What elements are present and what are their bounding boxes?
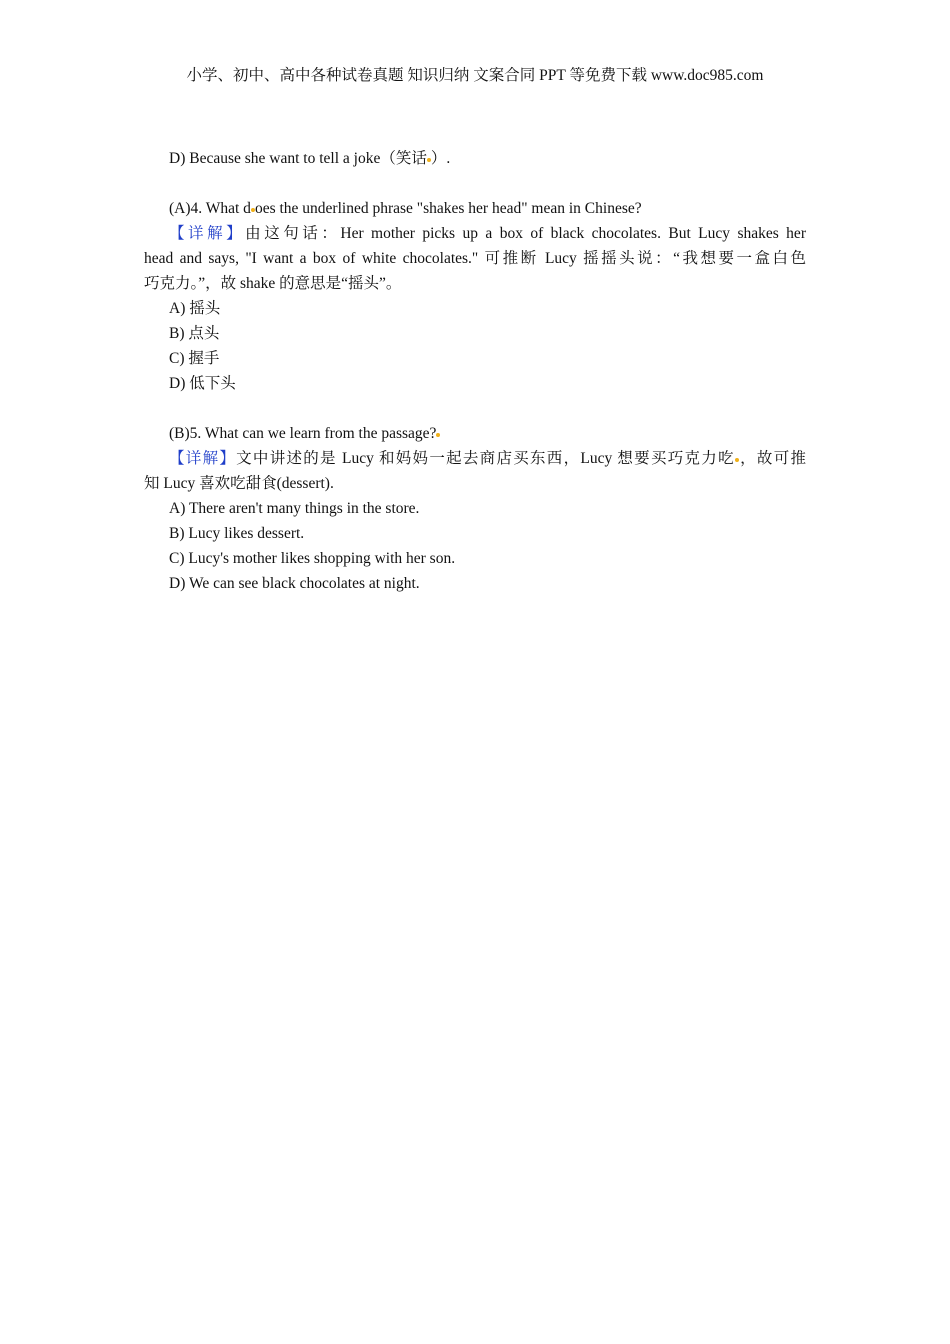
q4-option-a: A) 摇头: [169, 300, 221, 317]
q5-option-a: A) There aren't many things in the store.: [169, 500, 420, 517]
q4-explanation-line-3: 巧克力。”，故 shake 的意思是“摇头”。: [144, 275, 402, 292]
q4-explanation-line-1: [144, 221, 806, 246]
q4-question-start: (A)4. What d: [169, 200, 251, 217]
q5-explain-label: 【详解】: [169, 450, 237, 467]
q5-option-c: C) Lucy's mother likes shopping with her son.: [169, 550, 456, 567]
q5-option-d: D) We can see black chocolates at night.: [169, 575, 420, 592]
q4-explain-label: 【详解】: [169, 225, 246, 242]
q4-question-end: oes the underlined phrase "shakes her head" mean in Chinese?: [254, 200, 642, 217]
q5-explanation-line-2: 知 Lucy 喜欢吃甜食(dessert).: [144, 475, 334, 492]
q5-option-b: B) Lucy likes dessert.: [169, 525, 305, 542]
q4-explanation-line-2: head and says, "I want a box of white chocolates." 可推断 Lucy 摇摇头说：“我想要一盒白色: [144, 250, 806, 267]
document-body: [144, 146, 806, 596]
q5-explain-text-1-end: ，故可推: [738, 450, 806, 467]
q4-option-c: C) 握手: [169, 350, 220, 367]
marker-dot: [436, 433, 440, 437]
q5-question-text: (B)5. What can we learn from the passage?: [169, 425, 437, 442]
page-header: 小学、初中、高中各种试卷真题 知识归纳 文案合同 PPT 等免费下载 www.doc985.com: [186, 67, 764, 84]
spacer: [144, 396, 806, 421]
q3-option-d-end: ）.: [430, 150, 451, 167]
q5-explanation-line-1: [144, 446, 806, 471]
q5-question: [144, 421, 806, 446]
q4-explain-text-1: 由这句话：Her mother picks up a box of black chocolates. But Lucy shakes her: [245, 225, 806, 242]
q3-option-d-text: D) Because she want to tell a joke（笑话: [169, 150, 427, 167]
q5-explain-text-1: 文中讲述的是 Lucy 和妈妈一起去商店买东西，Lucy 想要买巧克力吃: [236, 450, 735, 467]
spacer: [144, 171, 806, 196]
q4-option-d: D) 低下头: [169, 375, 236, 392]
q3-option-d: [144, 146, 806, 171]
q4-question: [144, 196, 806, 221]
q4-option-b: B) 点头: [169, 325, 220, 342]
